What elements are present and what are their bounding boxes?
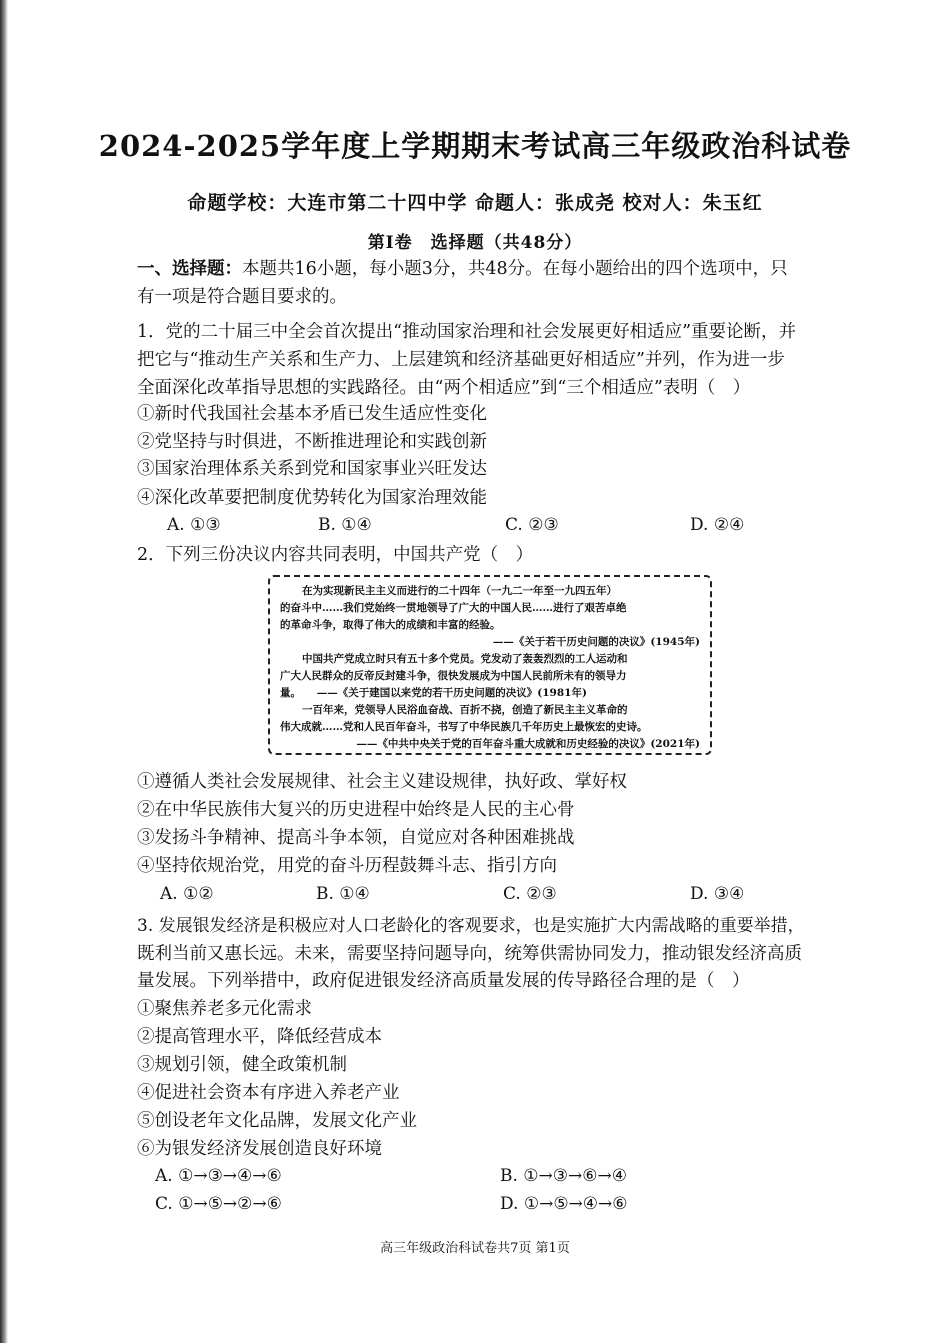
q1-option-b: B. ①④ bbox=[318, 515, 372, 535]
q3-option-a: A. ①→③→④→⑥ bbox=[155, 1166, 282, 1186]
page-title: 2024-2025学年度上学期期末考试高三年级政治科试卷 bbox=[98, 129, 852, 163]
quote-line: 在为实现新民主主义而进行的二十四年（一九二一年至一九四五年） bbox=[302, 585, 617, 597]
quote-line: 中国共产党成立时只有五十多个党员。党发动了轰轰烈烈的工人运动和 bbox=[302, 653, 628, 665]
q3-item: ⑤创设老年文化品牌，发展文化产业 bbox=[137, 1111, 417, 1131]
q1-stem-line1: 1．党的二十届三中全会首次提出“推动国家治理和社会发展更好相适应”重要论断，并 bbox=[137, 322, 797, 342]
q2-option-b: B. ①④ bbox=[316, 884, 370, 904]
q3-option-c: C. ①→⑤→②→⑥ bbox=[155, 1194, 282, 1214]
q1-stem-line2: 把它与“推动生产关系和生产力、上层建筑和经济基础更好相适应”并列，作为进一步 bbox=[137, 350, 785, 370]
q1-option-a: A. ①③ bbox=[167, 515, 221, 535]
quote-source: ——《关于若干历史问题的决议》(1945年) bbox=[492, 636, 700, 648]
quote-source: ——《中共中央关于党的百年奋斗重大成就和历史经验的决议》(2021年) bbox=[356, 738, 700, 750]
quote-line: 的奋斗中……我们党始终一贯地领导了广大的中国人民……进行了艰苦卓绝 bbox=[280, 602, 627, 614]
q2-option-a: A. ①② bbox=[160, 884, 214, 904]
q3-item: ①聚焦养老多元化需求 bbox=[137, 999, 312, 1019]
quote-line: 伟大成就……党和人民百年奋斗，书写了中华民族几千年历史上最恢宏的史诗。 bbox=[280, 721, 648, 733]
section-intro-line2: 有一项是符合题目要求的。 bbox=[137, 287, 347, 307]
q2-item: ①遵循人类社会发展规律、社会主义建设规律，执好政、掌好权 bbox=[137, 772, 627, 792]
q1-option-d: D. ②④ bbox=[690, 515, 745, 535]
q2-stem: 2．下列三份决议内容共同表明，中国共产党（ ） bbox=[137, 545, 534, 565]
page-footer: 高三年级政治科试卷共7页 第1页 bbox=[380, 1241, 570, 1256]
quote-line: 的革命斗争，取得了伟大的成绩和丰富的经验。 bbox=[280, 619, 501, 631]
q3-stem-line2: 既利当前又惠长远。未来，需要坚持问题导向，统筹供需协同发力，推动银发经济高质 bbox=[137, 944, 802, 964]
q3-stem-line3: 量发展。下列举措中，政府促进银发经济高质量发展的传导路径合理的是（ ） bbox=[137, 971, 750, 991]
q2-option-d: D. ③④ bbox=[690, 884, 745, 904]
q3-item: ②提高管理水平，降低经营成本 bbox=[137, 1027, 382, 1047]
author-line: 命题学校：大连市第二十四中学 命题人：张成尧 校对人：朱玉红 bbox=[187, 192, 763, 214]
q1-stem-line3: 全面深化改革指导思想的实践路径。由“两个相适应”到“三个相适应”表明（ ） bbox=[137, 378, 751, 398]
q1-item: ①新时代我国社会基本矛盾已发生适应性变化 bbox=[137, 404, 487, 424]
q1-item: ③国家治理体系关系到党和国家事业兴旺发达 bbox=[137, 459, 487, 479]
q1-option-c: C. ②③ bbox=[505, 515, 559, 535]
q3-item: ④促进社会资本有序进入养老产业 bbox=[137, 1083, 400, 1103]
q3-item: ③规划引领，健全政策机制 bbox=[137, 1055, 347, 1075]
section-label: 一、选择题： bbox=[137, 259, 242, 279]
section-intro-line1 bbox=[137, 255, 862, 283]
q2-option-c: C. ②③ bbox=[503, 884, 557, 904]
q3-stem-line1: 3. 发展银发经济是积极应对人口老龄化的客观要求，也是实施扩大内需战略的重要举措， bbox=[137, 916, 805, 936]
q3-item: ⑥为银发经济发展创造良好环境 bbox=[137, 1139, 382, 1159]
part-heading: 第Ⅰ卷 选择题（共48分） bbox=[367, 233, 583, 253]
quote-line: 量。 ——《关于建国以来党的若干历史问题的决议》(1981年) bbox=[280, 687, 587, 699]
q1-item: ②党坚持与时俱进，不断推进理论和实践创新 bbox=[137, 432, 487, 452]
q2-quote-box bbox=[268, 575, 712, 755]
q3-option-d: D. ①→⑤→④→⑥ bbox=[500, 1194, 628, 1214]
q2-item: ④坚持依规治党，用党的奋斗历程鼓舞斗志、指引方向 bbox=[137, 856, 557, 876]
q2-item: ②在中华民族伟大复兴的历史进程中始终是人民的主心骨 bbox=[137, 800, 575, 820]
q2-item: ③发扬斗争精神、提高斗争本领，自觉应对各种困难挑战 bbox=[137, 828, 575, 848]
q1-item: ④深化改革要把制度优势转化为国家治理效能 bbox=[137, 488, 487, 508]
quote-line: 一百年来，党领导人民浴血奋战、百折不挠，创造了新民主主义革命的 bbox=[302, 704, 628, 716]
section-intro-text: 本题共16小题，每小题3分，共48分。在每小题给出的四个选项中，只 bbox=[242, 259, 788, 279]
q3-option-b: B. ①→③→⑥→④ bbox=[500, 1166, 627, 1186]
quote-line: 广大人民群众的反帝反封建斗争，很快发展成为中国人民前所未有的领导力 bbox=[280, 670, 627, 682]
